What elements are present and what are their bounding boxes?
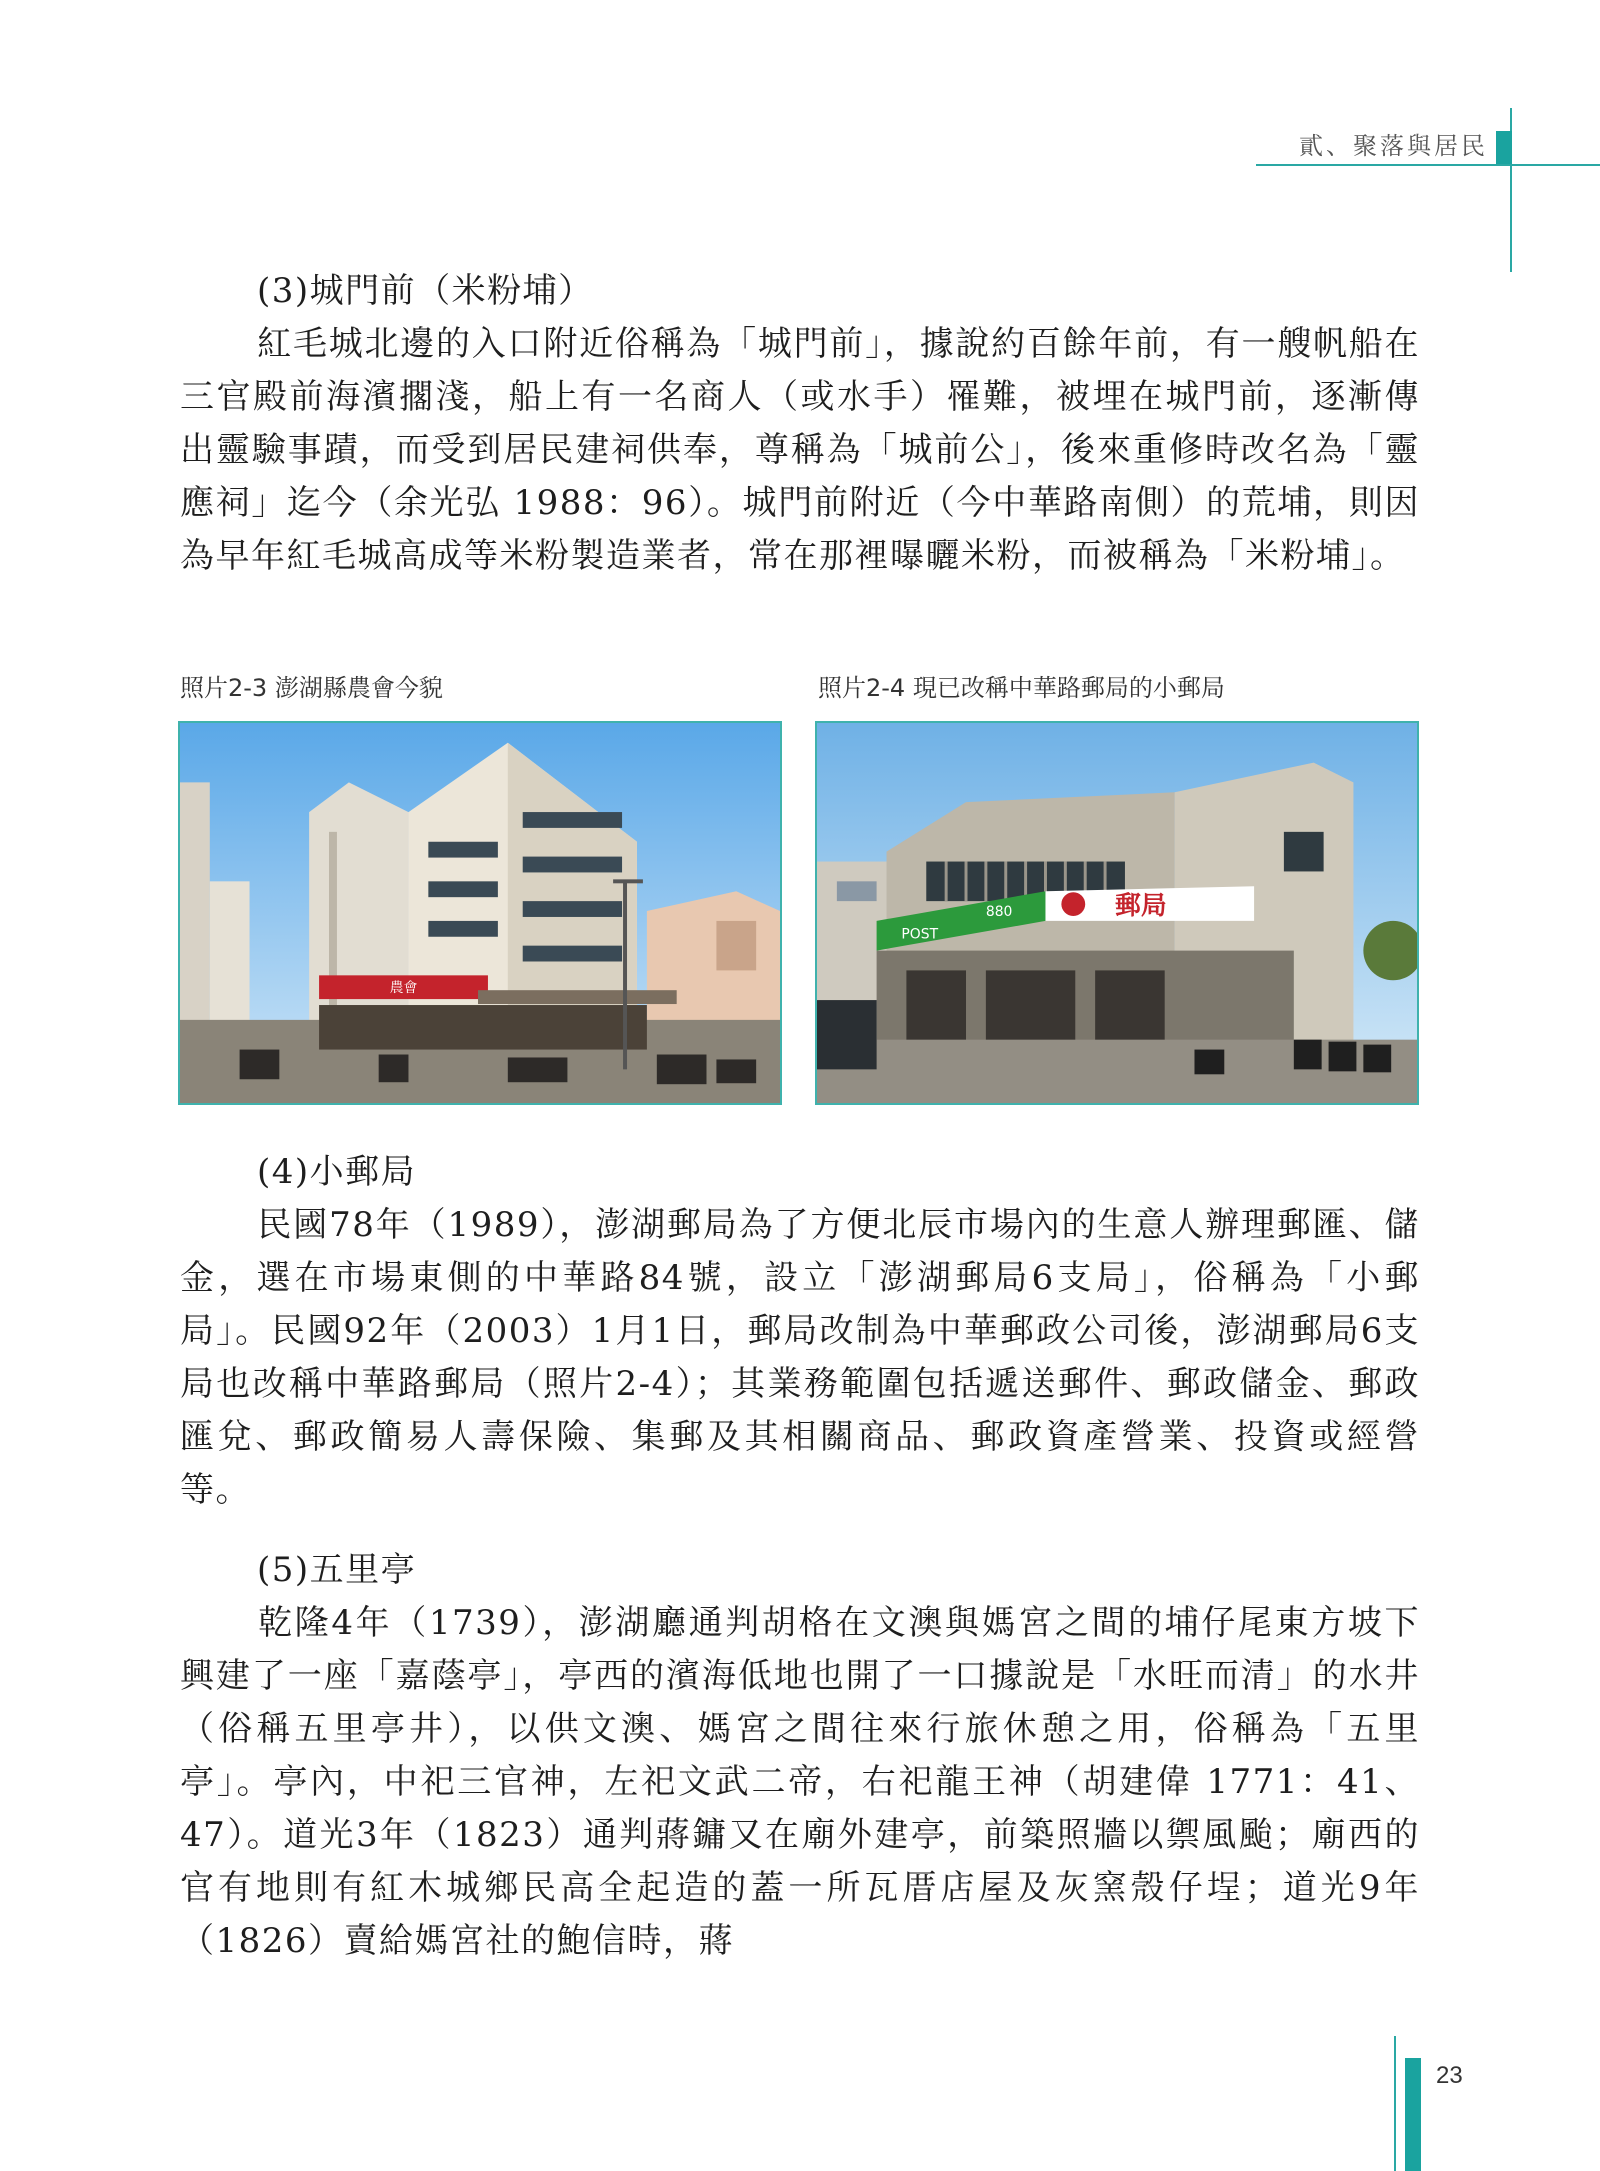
footer-vertical-rule [1394, 2036, 1396, 2171]
photo-caption-post-office: 照片2-4 現已改稱中華路郵局的小郵局 [818, 674, 1225, 702]
section-small-post-office [180, 1146, 1420, 1517]
footer-accent-bar [1405, 2058, 1421, 2171]
photo-farmers-association [178, 721, 782, 1105]
storefront-sign: 農會 [389, 980, 418, 997]
section-heading: (5)五里亭 [257, 1550, 417, 1590]
page-number: 23 [1436, 2062, 1463, 2089]
section-heading: (4)小郵局 [257, 1152, 417, 1192]
header-rule [1256, 164, 1600, 166]
header-accent-bar [1496, 131, 1512, 164]
chapter-title: 貳、聚落與居民 [1299, 132, 1488, 160]
photo-caption-farmers-association: 照片2-3 澎湖縣農會今貌 [180, 674, 443, 702]
post-office-sign: 郵局 [1115, 891, 1167, 921]
section-paragraph: 民國78年（1989），澎湖郵局為了方便北辰市場內的生意人辦理郵匯、儲金，選在市場東側的中華路84號，設立「澎湖郵局6支局」，俗稱為「小郵局」。民國92年（2003）1月1日，郵局改制為中華郵政公司後，澎湖郵局6支局也改稱中華路郵局（照片2-4）；其業務範圍包括遞送郵件、郵政儲金、郵政匯兌、郵政簡易人壽保險、集郵及其相關商品、郵政資產營業、投資或經營等。 [180, 1205, 1420, 1510]
section-paragraph: 紅毛城北邊的入口附近俗稱為「城門前」，據說約百餘年前，有一艘帆船在三官殿前海濱擱淺，船上有一名商人（或水手）罹難，被埋在城門前，逐漸傳出靈驗事蹟，而受到居民建祠供奉，尊稱為「城前公」，後來重修時改名為「靈應祠」迄今（余光弘 1988：96）。城門前附近（今中華路南側）的荒埔，則因為早年紅毛城高成等米粉製造業者，常在那裡曝曬米粉，而被稱為「米粉埔」。 [180, 324, 1420, 576]
photo-post-office [815, 721, 1419, 1105]
section-city-gate [180, 265, 1420, 583]
post-band-number: 880 [985, 903, 1013, 920]
section-heading: (3)城門前（米粉埔） [257, 271, 594, 311]
section-paragraph: 乾隆4年（1739），澎湖廳通判胡格在文澳與媽宮之間的埔仔尾東方坡下興建了一座「嘉蔭亭」，亭西的濱海低地也開了一口據說是「水旺而清」的水井（俗稱五里亭井），以供文澳、媽宮之間往來行旅休憩之用，俗稱為「五里亭」。亭內，中祀三官神，左祀文武二帝，右祀龍王神（胡建偉 1771：41、47）。道光3年（1823）通判蔣鏞又在廟外建亭，前築照牆以禦風颱；廟西的官有地則有紅木城鄉民高全起造的蓋一所瓦厝店屋及灰窯殼仔埕；道光9年（1826）賣給媽宮社的鮑信時，蔣 [180, 1603, 1420, 1961]
post-band-text: POST [901, 926, 939, 943]
section-wulijing-pavilion [180, 1544, 1420, 1968]
